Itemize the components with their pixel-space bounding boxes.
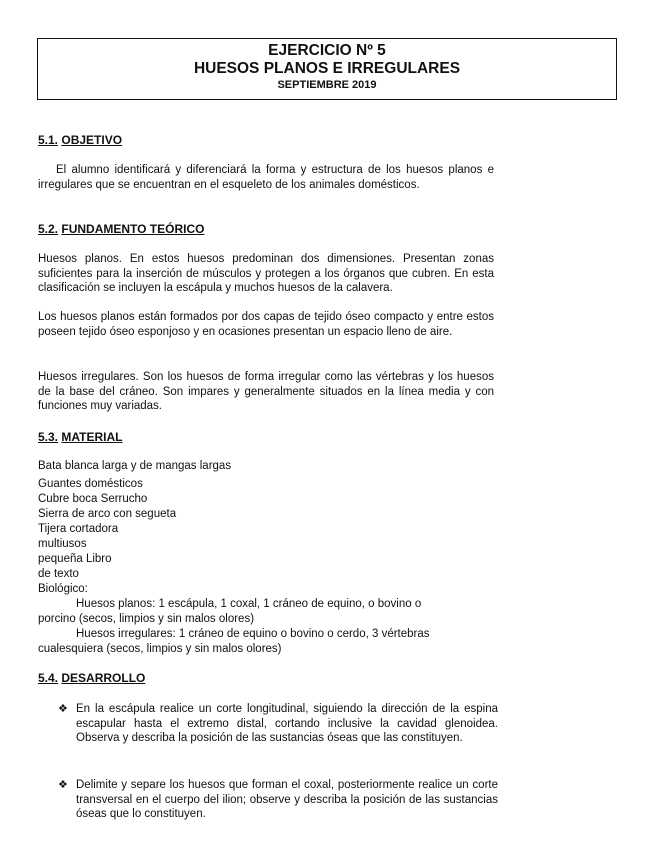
material-item: Bata blanca larga y de mangas largas <box>38 460 232 472</box>
material-bio-irregular: Huesos irregulares: 1 cráneo de equino o bovino o cerdo, 3 vértebras <box>76 628 430 640</box>
material-item: Cubre boca Serrucho <box>38 493 148 505</box>
material-item: Tijera cortadora <box>38 523 119 535</box>
desarrollo-step <box>58 778 498 822</box>
desarrollo-step <box>58 702 498 746</box>
section-number: 5.2. <box>38 222 59 236</box>
material-item: Biológico: <box>38 583 88 595</box>
exercise-title: EJERCICIO Nº 5 <box>268 42 386 59</box>
exercise-subtitle: HUESOS PLANOS E IRREGULARES <box>193 60 461 77</box>
fundamento-paragraph-1: Huesos planos. En estos huesos predominan dos dimensiones. Presentan zonas suficientes para la inserción de músculos y protegen a los órganos que cubren. En esta clasificación se incluyen la escápula y muchos huesos de la calavera. <box>38 253 494 295</box>
section-number: 5.1. <box>38 133 59 147</box>
section-heading-objetivo <box>38 133 122 147</box>
section-title: OBJETIVO <box>61 133 123 147</box>
objetivo-paragraph: El alumno identificará y diferenciará la forma y estructura de los huesos planos e irregulares que se encuentran en el esqueleto de los animales domésticos. <box>38 164 494 191</box>
material-bio-flat: Huesos planos: 1 escápula, 1 coxal, 1 cráneo de equino, o bovino o <box>76 598 422 610</box>
section-number: 5.3. <box>38 430 59 444</box>
material-item: pequeña Libro <box>38 553 112 565</box>
section-title: FUNDAMENTO TEÓRICO <box>61 222 205 236</box>
section-title: MATERIAL <box>61 430 123 444</box>
material-item: Sierra de arco con segueta <box>38 508 177 520</box>
fundamento-paragraph-3: Huesos irregulares. Son los huesos de forma irregular como las vértebras y los huesos de la base del cráneo. Son impares y generalmente situados en la línea media y con funciones muy variadas. <box>38 371 494 413</box>
material-bio-irregular-cont: cualesquiera (secos, limpios y sin malos olores) <box>38 643 282 655</box>
desarrollo-step-text: En la escápula realice un corte longitudinal, siguiendo la dirección de la espina escapular hasta el extremo distal, cortando inclusive la cavidad glenoidea. Observa y describa la posición de las sustancias óseas que las constituyen. <box>76 703 498 745</box>
section-title: DESARROLLO <box>61 671 146 685</box>
material-item: de texto <box>38 568 79 580</box>
section-heading-material <box>38 430 122 444</box>
material-list <box>38 459 508 657</box>
material-item: multiusos <box>38 538 87 550</box>
section-heading-desarrollo <box>38 671 145 685</box>
fundamento-paragraph-2: Los huesos planos están formados por dos capas de tejido óseo compacto y entre estos poseen tejido óseo esponjoso y en ocasiones presentan un espacio lleno de aire. <box>38 311 494 338</box>
header-box <box>37 38 617 100</box>
desarrollo-step-text: Delimite y separe los huesos que forman el coxal, posteriormente realice un corte transversal en el cuerpo del ilion; observe y describa la posición de las sustancias óseas que lo constituyen. <box>76 779 498 821</box>
section-number: 5.4. <box>38 671 59 685</box>
section-heading-fundamento <box>38 222 204 236</box>
material-bio-flat-cont: porcino (secos, limpios y sin malos olores) <box>38 613 255 625</box>
diamond-bullet-icon: ❖ <box>58 703 68 715</box>
diamond-bullet-icon: ❖ <box>58 779 68 791</box>
material-item: Guantes domésticos <box>38 478 143 490</box>
exercise-date: SEPTIEMBRE 2019 <box>277 79 377 91</box>
